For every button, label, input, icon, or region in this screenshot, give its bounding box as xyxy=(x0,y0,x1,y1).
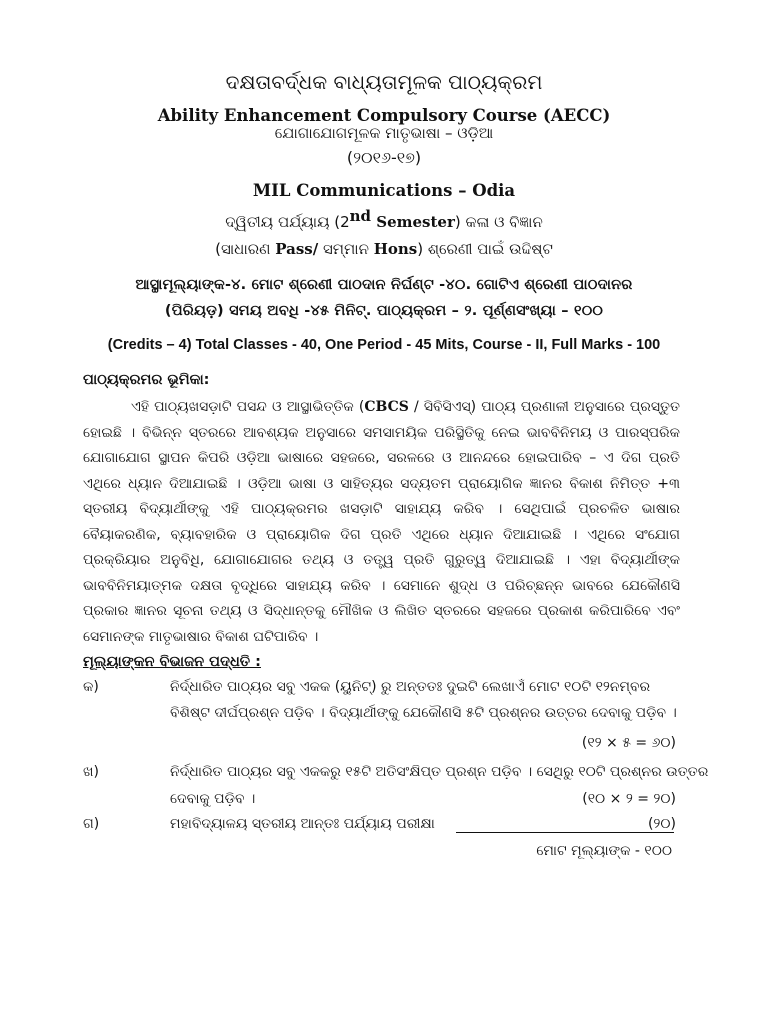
class-pass: Pass/ xyxy=(275,240,319,258)
credits-odia-line1: ଆସ୍ଥାମୂଲ୍ୟାଙ୍କ-୪. ମୋଟ ଶ୍ରେଣୀ ପାଠଦାନ ନିର୍ଘଣ୍ଟ -୪୦. ଗୋଟିଏ ଶ୍ରେଣୀ ପାଠଦାନର xyxy=(135,277,633,293)
intro-para-pre: ଏହି ପାଠ୍ୟଖସଡ଼ାଟି ପସନ୍ଦ ଓ ଆସ୍ଥାଭିତ୍ତିକ ( xyxy=(131,399,365,415)
intro-paragraph xyxy=(83,395,680,650)
semester-prefix: ଦ୍ୱିତୀୟ ପର୍ଯ୍ୟାୟ (2 xyxy=(225,213,350,231)
total-marks: ମୋଟ ମୂଲ୍ୟାଙ୍କ - ୧୦୦ xyxy=(536,843,672,859)
semester-line xyxy=(0,207,768,231)
item-ga-marks: (୨୦) xyxy=(647,816,676,832)
intro-para-cbcs: CBCS xyxy=(364,399,409,415)
item-label-ga: ଗ) xyxy=(83,816,100,832)
intro-para-post: / ସିବିସିଏସ୍) ପାଠ୍ୟ ପ୍ରଣାଳୀ ଅନୁସାରେ ପ୍ରସ୍ତୁତ ହୋଇଛି । ବିଭିନ୍ନ ସ୍ତରରେ ଆବଶ୍ୟକ ଅନୁସାରେ ସମସାମୟିକ ପରିସ୍ଥିତିକୁ ନେଇ ଭାବବିନିମୟ ଓ ପାରସ୍ପରିକ ଯୋଗାଯୋଗ ସ୍ଥାପନ କିପରି ଓଡ଼ିଆ ଭାଷାରେ ସହଜରେ, ସରଳରେ ଓ ଆନନ୍ଦରେ ହୋଇପାରିବ – ଏ ଦିଗ ପ୍ରତି ଏଥିରେ ଧ୍ୟାନ ଦିଆଯାଇଛି । ଓଡ଼ିଆ ଭାଷା ଓ ସାହିତ୍ୟର ସଦ୍ୟତମ ପ୍ରାୟୋଗିକ ଜ୍ଞାନର ବିକାଶ ନିମିତ୍ତ +୩ ସ୍ତରୀୟ ବିଦ୍ୟାର୍ଥୀଙ୍କୁ ଏହି ପାଠ୍ୟକ୍ରମର ଖସଡ଼ାଟି ସାହାଯ୍ୟ କରିବ । ସେଥିପାଇଁ ପ୍ରଚଳିତ ଭାଷାର ବୈୟାକରଣିକ, ବ୍ୟାବହାରିକ ଓ ପ୍ରାୟୋଗିକ ଦିଗ ପ୍ରତି ଏଥିରେ ଧ୍ୟାନ ଦିଆଯାଇଛି । ଏଥିରେ ସଂଯୋଗ ପ୍ରକ୍ରିୟାର ଅନୁବିଧି, ଯୋଗାଯୋଗର ତଥ୍ୟ ଓ ତତ୍ତ୍ୱ ପ୍ରତି ଗୁରୁତ୍ୱ ଦିଆଯାଇଛି । ଏହା ବିଦ୍ୟାର୍ଥୀଙ୍କ ଭାବବିନିମୟାତ୍ମକ ଦକ୍ଷତା ବୃଦ୍ଧିରେ ସାହାଯ୍ୟ କରିବ । ସେମାନେ ଶୁଦ୍ଧ ଓ ପରିଚ୍ଛନ୍ନ ଭାବରେ ଯେକୌଣସି ପ୍ରକାର ଜ୍ଞାନର ସୂଚନା ତଥ୍ୟ ଓ ସିଦ୍ଧାନ୍ତକୁ ମୌଖିକ ଓ ଲିଖିତ ସ୍ତରରେ ସହଜରେ ପ୍ରକାଶ କରିପାରିବେ ଏବଂ ସେମାନଙ୍କ ମାତୃଭାଷାର ବିକାଶ ଘଟିପାରିବ । xyxy=(83,399,680,645)
item-ka-line2: ବିଶିଷ୍ଟ ଦୀର୍ଘପ୍ରଶ୍ନ ପଡ଼ିବ । ବିଦ୍ୟାର୍ଥୀଙ୍କୁ ଯେକୌଣସି ୫ଟି ପ୍ରଶ୍ନର ଉତ୍ତର ଦେବାକୁ ପଡ଼ିବ । xyxy=(170,705,677,721)
class-hons: Hons xyxy=(373,240,418,258)
mil-title: MIL Communications – Odia xyxy=(252,181,516,200)
credits-odia-line2: (ପିରିୟଡ଼) ସମୟ ଅବଧି -୪୫ ମିନିଟ୍. ପାଠ୍ୟକ୍ରମ – ୨. ପୂର୍ଣ୍ଣସଂଖ୍ୟା – ୧୦୦ xyxy=(164,303,604,319)
semester-suffix: ) କଳା ଓ ବିଜ୍ଞାନ xyxy=(454,213,543,231)
academic-year: (୨୦୧୬-୧୭) xyxy=(346,148,422,167)
class-suffix: ) ଶ୍ରେଣୀ ପାଇଁ ଉଦ୍ଦିଷ୍ଟ xyxy=(417,240,553,258)
item-label-ka: କ) xyxy=(83,679,99,695)
item-kha-line2: ଦେବାକୁ ପଡ଼ିବ । xyxy=(170,791,256,807)
item-label-kha: ଖ) xyxy=(83,764,99,780)
odia-title: ଦକ୍ଷତାବର୍ଦ୍ଧକ ବାଧ୍ୟତାମୂଳକ ପାଠ୍ୟକ୍ରମ xyxy=(225,70,543,94)
english-title: Ability Enhancement Compulsory Course (AECC) xyxy=(157,106,611,125)
credits-english: (Credits – 4) Total Classes - 40, One Period - 45 Mits, Course - II, Full Marks - 100 xyxy=(107,337,661,353)
intro-heading: ପାଠ୍ୟକ୍ରମର ଭୂମିକା: xyxy=(83,372,210,388)
item-ka-line1: ନିର୍ଦ୍ଧାରିତ ପାଠ୍ୟର ସବୁ ଏକକ (ୟୁନିଟ୍) ରୁ ଅନ୍ତତଃ ଦୁଇଟି ଲେଖାଏଁ ମୋଟ ୧୦ଟି ୧୨ନମ୍ବର xyxy=(170,679,651,695)
item-ga-line1: ମହାବିଦ୍ୟାଳୟ ସ୍ତରୀୟ ଆନ୍ତଃ ପର୍ଯ୍ୟାୟ ପରୀକ୍ଷା xyxy=(170,816,435,832)
semester-en: Semester xyxy=(371,213,455,231)
class-mid: ସମ୍ମାନ xyxy=(318,240,374,258)
odia-subtitle: ଯୋଗାଯୋଗମୂଳକ ମାତୃଭାଷା – ଓଡ଼ିଆ xyxy=(274,124,494,142)
class-prefix: (ସାଧାରଣ xyxy=(215,240,276,258)
item-kha-line1: ନିର୍ଦ୍ଧାରିତ ପାଠ୍ୟର ସବୁ ଏକକରୁ ୧୫ଟି ଅତିସଂକ୍ଷିପ୍ତ ପ୍ରଶ୍ନ ପଡ଼ିବ । ସେଥିରୁ ୧୦ଟି ପ୍ରଶ୍ନର ଉତ୍ତର xyxy=(170,764,709,780)
item-ka-marks: (୧୨ × ୫ = ୬୦) xyxy=(581,735,676,751)
evaluation-heading: ମୂଲ୍ୟାଙ୍କନ ବିଭାଜନ ପଦ୍ଧତି : xyxy=(83,654,261,670)
class-line xyxy=(0,240,768,258)
total-divider xyxy=(456,832,674,833)
semester-sup: nd xyxy=(349,207,372,225)
item-kha-marks: (୧୦ × ୨ = ୨୦) xyxy=(582,791,676,807)
